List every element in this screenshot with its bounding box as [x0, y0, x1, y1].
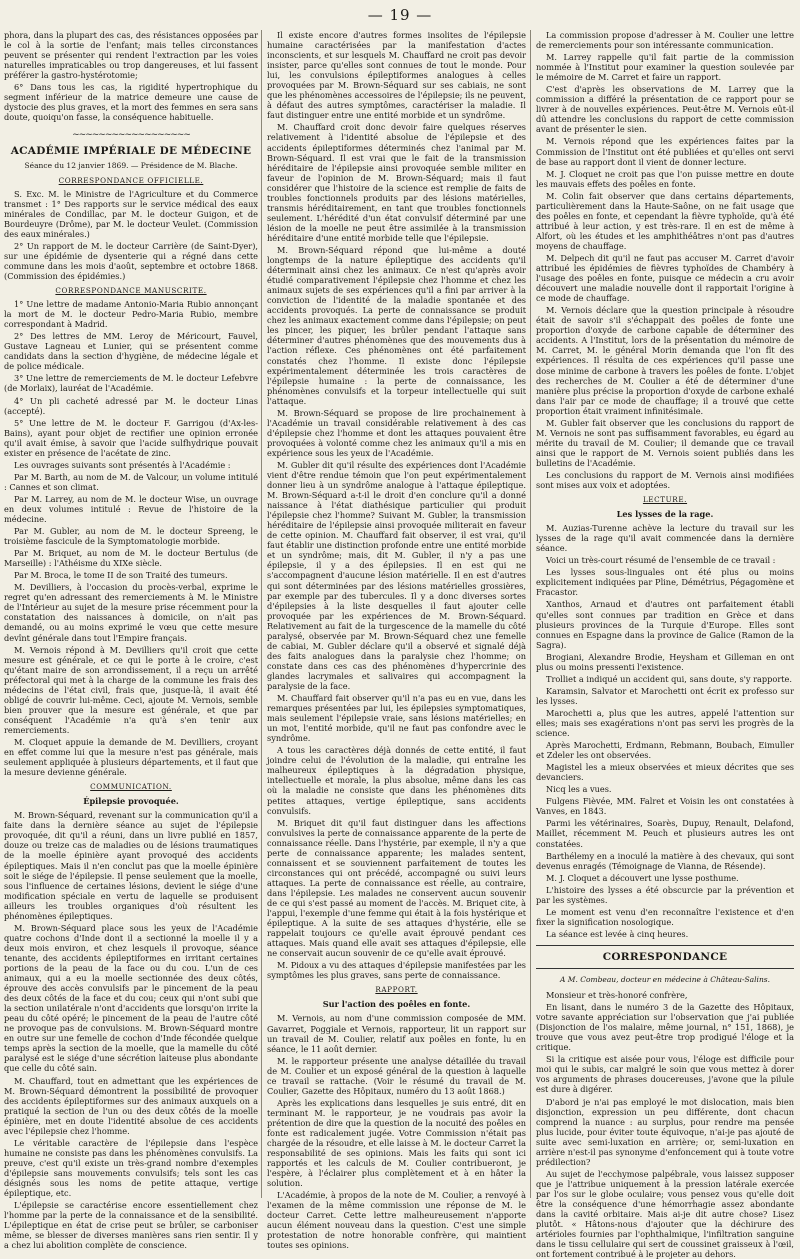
paragraph: 3° Une lettre de remerciements de M. le docteur Lefebvre (de Morlaix), lauréat de l'Académie.: [4, 373, 258, 394]
paragraph: M. J. Cloquet a découvert une lysse posthume.: [546, 872, 739, 883]
paragraph: 1° Une lettre de madame Antonio-Maria Rubio annonçant la mort de M. le docteur Pedro-Maria Rubio, membre correspondant à Madrid.: [4, 299, 258, 330]
paragraph: L'Académie, à propos de la note de M. Coulier, a renvoyé à l'examen de la même commission une réponse de M. le docteur Carret. Cette lettre malheureusement n'apporte aucun élément nouveau dans la question. C'est une simple protestation de notre honorable confrère, qui maintient toutes ses opinions.: [267, 1190, 526, 1251]
paragraph: En lisant, dans le numéro 3 de la Gazette des Hôpitaux, votre savante appréciation sur l'observation que j'ai publiée (Disjonction de l'os malaire, même journal, n° 151, 1868), je trouve que vous avez peut-être trop prodigué l'éloge et la critique.: [536, 1002, 794, 1053]
column-2: [267, 30, 527, 1251]
paragraph: Karamsin, Salvator et Marochetti ont écrit ex professo sur les lysses.: [536, 685, 794, 706]
subheading: COMMUNICATION.: [90, 782, 172, 792]
page-number: — 19 —: [367, 6, 433, 24]
paragraph: Par M. Larrey, au nom de M. le docteur Wise, un ouvrage en deux volumes intitulé : Revue de l'histoire de la médecine.: [4, 493, 258, 525]
paragraph: Barthélemy en a inoculé la matière à des chevaux, qui sont devenus enragés (Témoignage de Vianna, de Résende).: [536, 850, 794, 871]
paragraph: M. J. Cloquet ne croit pas que l'on puisse mettre en doute les mauvais effets des poêles en fonte.: [536, 168, 794, 189]
paragraph: Par M. Broca, le tome II de son Traité des tumeurs.: [14, 570, 228, 581]
paragraph: Marochetti a, plus que les autres, appelé l'attention sur elles; mais ses exagérations n'ont pas servi les progrès de la science.: [536, 707, 794, 739]
subheading: RAPPORT.: [375, 985, 418, 995]
paragraph: M. Brown-Séquard, revenant sur la communication qu'il a faite dans la dernière séance au sujet de l'épilepsie provoquée, dit qu'il a réuni, dans un livre publié en 1857, douze ou treize cas de maladies ou de lésions traumatiques de la moelle épinière ayant provoqué des accidents épileptiques. Mais il n'en conclut pas que la moelle épinière soit le siége de l'épilepsie. Il pense seulement que la moelle, sous l'influence de certaines lésions, devient le siége d'une modification spéciale en vertu de laquelle se produisent ailleurs les troubles organiques d'où résultent les phénomènes épileptiques.: [4, 810, 258, 921]
paragraph: M. Brown-Séquard place sous les yeux de l'Académie quatre cochons d'Inde dont il a sectionné la moelle il y a deux mois environ, et chez lesquels il provoque, séance tenante, des accidents épileptiformes en irritant certaines portions de la peau de la face ou du cou. L'un de ces animaux, qui a eu la moelle sectionnée des deux côtés, éprouve des accès convulsifs par le pincement de la peau des deux côtés de la face et du cou; ceux qui n'ont subi que la section unilatérale n'ont d'accidents que lorsqu'on irrite la peau du côté opéré; le pincement de la peau de l'autre côté ne provoque pas de convulsions. M. Brown-Séquard montre en outre sur une femelle de cochon d'Inde fécondée quelque temps après la section de la moelle, que la mamelle du côté paralysé est le siége d'une sécrétion laiteuse plus abondante que celle du côté sain.: [4, 922, 258, 1074]
paragraph: M. Vernois répond à M. Devilliers qu'il croit que cette mesure est générale, et ce qui le porte à le croire, c'est qu'étant maire de son arrondissement, il a reçu un arrêté préfectoral qui met à la charge de la commune les frais des médecins de l'état civil, frais que, jusque-là, il avait été obligé de couvrir lui-même. Ceci, ajoute M. Vernois, semble bien prouver que la mesure est générale, et que par conséquent l'Académie n'a qu'à s'en tenir aux remerciements.: [4, 644, 258, 735]
paragraph: Il existe encore d'autres formes insolites de l'épilepsie humaine caractérisées par la manifestation d'actes inconscients, et sur lesquels M. Chauffard ne croit pas devoir insister, parce qu'elles sont connues de tout le monde. Pour lui, les convulsions épileptiformes analogues à celles provoquées par M. Brown-Séquard sur ses cabiais, ne sont que les phénomènes accessoires de l'épilepsie; ils ne peuvent, à défaut des autres symptômes, caractériser la maladie. Il faut distinguer entre une entité morbide et un syndrôme.: [267, 30, 526, 121]
article-title: Sur l'action des poêles en fonte.: [322, 999, 471, 1010]
paragraph: M. Delpech dit qu'il ne faut pas accuser M. Carret d'avoir attribué les épidémies de fièvres typhoïdes de Chambéry à l'usage des poêles en fonte, puisque ce médecin a cru avoir découvert une maladie nouvelle dont il rapportait l'origine à ce mode de chauffage.: [536, 252, 794, 304]
paragraph: Voici un très-court résumé de l'ensemble de ce travail :: [546, 555, 776, 566]
paragraph: M. Brown-Séquard répond que lui-même a douté longtemps de la nature épileptique des accidents qu'il déterminait ainsi chez les animaux. Ce n'est qu'après avoir étudié comparativement l'épilepsie chez l'homme et chez les animaux sujets de ses expériences qu'il a fini par arriver à la conviction de l'identité de la maladie spontanée et des accidents provoqués. La perte de connaissance se produit chez les animaux exactement comme dans l'épilepsie; on peut les pincer, les piquer, les brûler pendant l'attaque sans déterminer d'autres phénomènes que des mouvements dus à l'action réflexe. Ces phénomènes ont été parfaitement constatés chez l'homme. Il existe donc l'épilepsie expérimentalement déterminée les trois caractères de l'épilepsie humaine : la perte de connaissance, les phénomènes convulsifs et la torpeur intellectuelle qui suit l'attaque.: [267, 244, 526, 406]
paragraph: Magistel les a mieux observées et mieux décrites que ses devanciers.: [536, 762, 794, 783]
article-title: Épilepsie provoquée.: [83, 796, 179, 807]
subheading: CORRESPONDANCE MANUSCRITE.: [55, 286, 207, 296]
section-rule: [536, 945, 794, 946]
seance-subtitle: Séance du 12 janvier 1869. — Présidence de M. Blache.: [24, 160, 238, 170]
paragraph: Fulgens Fièvée, MM. Falret et Voisin les ont constatées à Vanves, en 1843.: [536, 796, 794, 817]
paragraph: Le véritable caractère de l'épilepsie dans l'espèce humaine ne consiste pas dans les phénomènes convulsifs. La preuve, c'est qu'il existe un très-grand nombre d'exemples d'épilepsie sans mouvements convulsifs; tels sont les cas désignés sous les noms de petite attaque, vertige épileptique, etc.: [4, 1137, 258, 1199]
paragraph: Nicq les a vues.: [546, 784, 612, 795]
paragraph: A tous les caractères déjà donnés de cette entité, il faut joindre celui de l'évolution de la maladie, qui entraîne les malheureux épileptiques à la dégradation physique, intellectuelle et morale, la plus absolue, même dans les cas où la maladie ne consiste que dans les phénomènes dits petites attaques, vertige épileptique, sans accidents convulsifs.: [267, 745, 526, 816]
paragraph: Après les explications dans lesquelles je suis entré, dit en terminant M. le rapporteur, je ne voudrais pas avoir la prétention de dire que la question de la nocuité des poêles en fonte est radicalement jugée. Votre Commission n'était pas chargée de la résoudre, et elle laisse à M. le docteur Carret la responsabilité de ses opinions. Mais les faits qui sont ici rapportés et les calculs de M. Coulier contribueront, je l'espère, à l'éclairer plus complètement et à en hâter la solution.: [267, 1097, 526, 1189]
column-divider-1: [261, 30, 262, 1198]
paragraph: M. Colin fait observer que dans certains départements, particulièrement dans la Haute-Saône, on ne fait usage que des poêles en fonte, et cependant la fièvre typhoïde, qu'à été attribué à leur action, y est très-rare. Il en est de même à Alfort, où les études et les amphithéâtres n'ont pas d'autres moyens de chauffage.: [536, 190, 794, 251]
paragraph: 2° Un rapport de M. le docteur Carrière (de Saint-Dyer), sur une épidémie de dysenterie qui a régné dans cette commune dans les mois d'août, septembre et octobre 1868. (Commission des épidémies.): [4, 240, 258, 281]
column-3: [536, 30, 794, 1259]
paragraph: 4° Un pli cacheté adressé par M. le docteur Linas (accepté).: [4, 395, 258, 416]
paragraph: M. Chauffard fait observer qu'il n'a pas eu en vue, dans les remarques présentées par lui, les épilepsies symptomatiques, mais seulement l'épilepsie vraie, sans lésions matérielles; en un mot, l'entité morbide, qu'il ne faut pas confondre avec le syndrôme.: [267, 693, 526, 744]
paragraph: Les conclusions du rapport de M. Vernois ainsi modifiées sont mises aux voix et adoptées.: [536, 469, 794, 491]
letter-addressee: A M. Combeau, docteur en médecine à Château-Salins.: [559, 974, 771, 984]
ornament-divider: ~~~~~~~~~~~~~~~~~~: [72, 130, 190, 141]
paragraph: 5° Une lettre de M. le docteur F. Garrigou (d'Ax-les-Bains), ayant pour objet de rectifier une opinion erronée qu'il avait émise, à savoir que l'acide sulfhydrique pouvait exister en présence de l'acétate de zinc.: [4, 417, 258, 458]
column-1: [4, 30, 258, 1251]
subheading: LECTURE.: [642, 495, 688, 505]
paragraph: M. Devilliers, à l'occasion du procès-verbal, exprime le regret qu'en adressant des remerciements à M. le Ministre de l'Intérieur au sujet de la mesure prise récemment pour la constatation des naissances à domicile, on n'ait pas demandé, ou au moins exprimé le vœu que cette mesure devînt générale dans tout l'Empire français.: [4, 582, 258, 643]
section-title-correspondance: CORRESPONDANCE: [602, 950, 728, 963]
paragraph: M. Vernois répond que les expériences faites par la Commission de l'Institut ont été publiées et qu'elles ont servi de base au rapport dont il vient de donner lecture.: [536, 136, 794, 167]
paragraph: Par M. Briquet, au nom de M. le docteur Bertulus (de Marseille) : l'Athéisme du XIXe siècle.: [4, 548, 258, 569]
paragraph: 6° Dans tous les cas, la rigidité hypertrophique du segment inférieur de la matrice demeure une cause de dystocie des plus graves, et la mort des femmes en sera sans doute, quoiqu'on fasse, la conséquence habituelle.: [4, 82, 258, 123]
paragraph: M. Gubler dit qu'il résulte des expériences dont l'Académie vient d'être rendue témoin que l'on peut expérimentalement donner lieu à un syndrôme analogue à l'attaque épileptique. M. Brown-Séquard a-t-il le droit d'en conclure qu'il a donné naissance à l'état diathésique particulier qui produit l'épilepsie chez l'homme? Suivant M. Gubler, la transmission héréditaire de l'épilepsie ainsi provoquée militerait en faveur de cette opinion. M. Chauffard fait observer, il est vrai, qu'il faut établir une distinction profonde entre une entité morbide et un syndrôme; mais, dit M. Gubler, il n'y a pas une épilepsie, il y a des épilepsies. Il en est qui ne s'accompagnent d'aucune lésion matérielle. Il en est d'autres qui sont déterminées par des lésions matérielles grossières, par exemple par des tubercules. Il y a donc diverses sortes d'épilepsies à la liste desquelles il faut ajouter celle provoquée par les expériences de M. Brown-Séquard. Relativement au fait de la turgescence de la mamelle du côté paralysé, observée par M. Brown-Séquard chez une femelle de cabiai, M. Gubler déclare qu'il a observé et signalé déjà des faits analogues dans la paralysie chez l'homme; on constate dans ces cas des phénomènes d'hypercrinie des glandes lacrymales et salivaires qui accompagnent la paralysie de la face.: [267, 459, 526, 691]
salutation: Monsieur et très-honoré confrère,: [546, 990, 688, 1001]
paragraph: Par M. Barth, au nom de M. de Valcour, un volume intitulé : Cannes et son climat.: [4, 471, 258, 492]
paragraph: S. Exc. M. le Ministre de l'Agriculture et du Commerce transmet : 1° Des rapports sur le service médical des eaux minérales de Condillac, par M. le docteur Guigon, et de Bourdeuyre (Drôme), par M. le docteur Veulet. (Commission des eaux minérales.): [4, 188, 258, 239]
subheading: CORRESPONDANCE OFFICIELLE.: [58, 175, 204, 185]
column-divider-2: [530, 30, 531, 1198]
paragraph: Le moment est venu d'en reconnaître l'existence et d'en fixer la signification nosologique.: [536, 906, 794, 927]
paragraph: M. Briquet dit qu'il faut distinguer dans les affections convulsives la perte de connaissance apparente de la perte de connaissance réelle. Dans l'hystérie, par exemple, il n'y a que perte de connaissance apparente; les malades sentent, connaissent et se souviennent parfaitement de toutes les circonstances qui ont précédé, accompagné ou suivi leurs attaques. La perte de connaissance est réelle, au contraire, dans l'épilepsie. Les malades ne conservent aucun souvenir de ce qui s'est passé au moment de l'accès. M. Briquet cite, à l'appui, l'exemple d'une femme qui était à la fois hystérique et épileptique. A la suite de ses attaques d'hystérie, elle se rappelait toujours ce qu'elle avait éprouvé pendant ces attaques. Mais quand elle avait ses attaques d'épilepsie, elle ne conservait aucun souvenir de ce qu'elle avait éprouvé.: [267, 817, 527, 959]
paragraph: 2° Des lettres de MM. Leroy de Méricourt, Fauvel, Gustave Lagneau et Lunier, qui se présentent comme candidats dans la section d'hygiène, de médecine légale et de police médicale.: [4, 331, 258, 372]
paragraph: M. Cloquet appuie la demande de M. Devilliers, croyant en effet comme lui que la mesure n'est pas générale, mais seulement appliquée à plusieurs départements, et il faut que la mesure devienne générale.: [4, 737, 258, 778]
paragraph: M. Chauffard croit donc devoir faire quelques réserves relativement à l'identité absolue de l'épilepsie et des accidents épileptiformes déterminés chez l'animal par M. Brown-Séquard. Il est vrai que le fait de la transmission héréditaire de l'épilepsie ainsi provoquée semble militer en faveur de l'opinion de M. Brown-Séquard; mais il faut considérer que l'histoire de la science est remplie de faits de troubles fonctionnels produits par des lésions matérielles, transmis héréditairement, en tant que troubles fonctionnels seulement. L'hérédité d'un état convulsif déterminé par une lésion de la moelle ne peut être assimilée à la transmission héréditaire d'une entité morbide telle que l'épilepsie.: [267, 122, 526, 243]
paragraph: La séance est levée à cinq heures.: [546, 928, 689, 939]
paragraph: M. Chauffard, tout en admettant que les expériences de M. Brown-Séquard démontrent la possibilité de provoquer des accidents épileptiformes sur des animaux auxquels on a pratiqué la section de l'un ou des deux côtés de la moelle épinière, met en doute l'identité absolue de ces accidents avec l'épilepsie chez l'homme.: [4, 1075, 258, 1136]
paragraph: Xanthos, Arnaud et d'autres ont parfaitement établi qu'elles sont connues par tradition en Grèce et dans plusieurs provinces de la Turquie d'Europe. Elles sont connues en Espagne dans la province de Galice (Ramon de la Sagra).: [536, 599, 794, 650]
section-title-academie: ACADÉMIE IMPÉRIALE DE MÉDECINE: [10, 145, 252, 158]
paragraph: M. Pidoux a vu des attaques d'épilepsie manifestées par les symptômes les plus graves, sans perte de connaissance.: [267, 960, 526, 981]
paragraph: M. Vernois déclare que la question principale à résoudre était de savoir s'il s'échappait des poêles de fonte une proportion d'oxyde de carbone capable de déterminer des accidents. A l'Institut, lors de la présentation du mémoire de M. Carret, M. le général Morin demanda que l'on fît des expériences. Il résulta de ces expériences qu'il passe une dose minime de carbone à travers les poêles de fonte. L'objet des recherches de M. Coulier a été de déterminer d'une manière plus précise la proportion d'oxyde de carbone exhalé dans l'air par ce mode de chauffage; il a trouvé que cette proportion était vraiment infinitésimale.: [536, 305, 794, 416]
paragraph: C'est d'après les observations de M. Larrey que la commission a différé la présentation de ce rapport pour se livrer à de nouvelles expériences. Peut-être M. Vernois eût-il dû attendre les conclusions du rapport de cette commission avant de présenter le sien.: [536, 84, 794, 135]
paragraph: M. Gubler fait observer que les conclusions du rapport de M. Vernois ne sont pas suffisamment favorables, eu égard au mérite du travail de M. Coulier; il demande que ce travail ainsi que le rapport de M. Vernois soient publiés dans les bulletins de l'Académie.: [536, 417, 794, 468]
paragraph: Trolliet a indiqué un accident qui, sans doute, s'y rapporte.: [546, 673, 792, 684]
paragraph: Après Marochetti, Erdmann, Rebmann, Boubach, Eimuller et Zdeler les ont observées.: [536, 740, 794, 761]
paragraph: La commission propose d'adresser à M. Coulier une lettre de remerciements pour son intéressante communication.: [536, 30, 794, 51]
paragraph: L'histoire des lysses a été obscurcie par la prévention et par les systèmes.: [536, 884, 794, 905]
paragraph: Les ouvrages suivants sont présentés à l'Académie :: [14, 459, 231, 470]
paragraph: M. le rapporteur présente une analyse détaillée du travail de M. Coulier et un exposé général de la question à laquelle ce travail se rattache. (Voir le résumé du travail de M. Coulier, Gazette des Hôpitaux, numéro du 13 août 1868.): [267, 1055, 526, 1096]
paragraph: Par M. Gubler, au nom de M. le docteur Spreeng, le troisième fascicule de la Symptomatologie morbide.: [4, 526, 258, 547]
article-title: Les lysses de la rage.: [616, 509, 714, 520]
paragraph: phora, dans la plupart des cas, des résistances opposées par le col à la sortie de l'enfant; mais telles circonstances peuvent se présenter qui rendent l'extraction par les voies naturelles impraticables ou trop dangereuses, et lui fassent préférer la gastro-hystérotomie;: [4, 30, 258, 81]
paragraph: D'abord je n'ai pas employé le mot dislocation, mais bien disjonction, expression un peu différente, dont chacun comprend la nuance : au surplus, pour rendre ma pensée plus lucide, pour éviter toute équivoque, n'ai-je pas ajouté de suite avec semi-luxation en arrière; or, semi-luxation en arrière n'est-il pas synonyme d'enfoncement qui à toute votre prédilection?: [536, 1096, 794, 1167]
paragraph: L'épilepsie se caractérise encore essentiellement chez l'homme par la perte de la connaissance et de la sensibilité. L'épileptique en état de crise peut se brûler, se carboniser même, se blesser de diverses manières sans rien sentir. Il y a chez lui abolition complète de conscience.: [4, 1200, 258, 1251]
paragraph: Parmi les vétérinaires, Soarès, Dupuy, Renault, Delafond, Maillet, récemment M. Peuch et plusieurs autres les ont constatées.: [536, 818, 794, 849]
paragraph: Brogiani, Alexandre Brodie, Heysham et Gilleman en ont plus ou moins pressenti l'existence.: [536, 651, 794, 672]
paragraph: M. Auzias-Turenne achève la lecture du travail sur les lysses de la rage qu'il avait commencée dans la dernière séance.: [536, 523, 794, 554]
paragraph: Les lysses sous-linguales ont été plus ou moins explicitement indiquées par Pline, Démétrius, Pégagomène et Fracastor.: [536, 567, 794, 598]
section-rule: [536, 968, 794, 969]
paragraph: Au sujet de l'ecchymose palpébrale, vous laissez supposer que je l'attribue uniquement à la pression latérale exercée par l'os sur le globe oculaire; vous pensez vous qu'elle doit être la conséquence d'une hémorrhagie assez abondante dans la cavité orbitaire. Mais ai-je dit autre chose? Lisez plutôt. « Hâtons-nous d'ajouter que la déchirure des artérioles fournies par l'ophthalmique, l'infiltration sanguine dans le tissu cellulaire qui sert de coussinet graisseux à l'œil, ont fortement contribué à le projeter au dehors.: [536, 1168, 794, 1259]
paragraph: M. Larrey rappelle qu'il fait partie de la commission nommée à l'Institut pour examiner la question soulevée par le mémoire de M. Carret et faire un rapport.: [536, 52, 794, 83]
paragraph: Si la critique est aisée pour vous, l'éloge est difficile pour moi qui le subis, car malgré le soin que vous mettez à dorer vos arguments de phrases doucereuses, j'avone que la pilule est dure à digérer.: [536, 1054, 794, 1095]
paragraph: M. Vernois, au nom d'une commission composée de MM. Gavarret, Poggiale et Vernois, rapporteur, lit un rapport sur un travail de M. Coulier, relatif aux poêles en fonte, lu en séance, le 11 août dernier.: [267, 1013, 526, 1054]
paragraph: M. Brown-Séquard se propose de lire prochainement à l'Académie un travail considérable relativement à des cas d'épilepsie chez l'homme et dont les attaques pouvaient être provoquées à volonté comme chez les animaux qu'il a mis en expérience sous les yeux de l'Académie.: [267, 407, 526, 458]
